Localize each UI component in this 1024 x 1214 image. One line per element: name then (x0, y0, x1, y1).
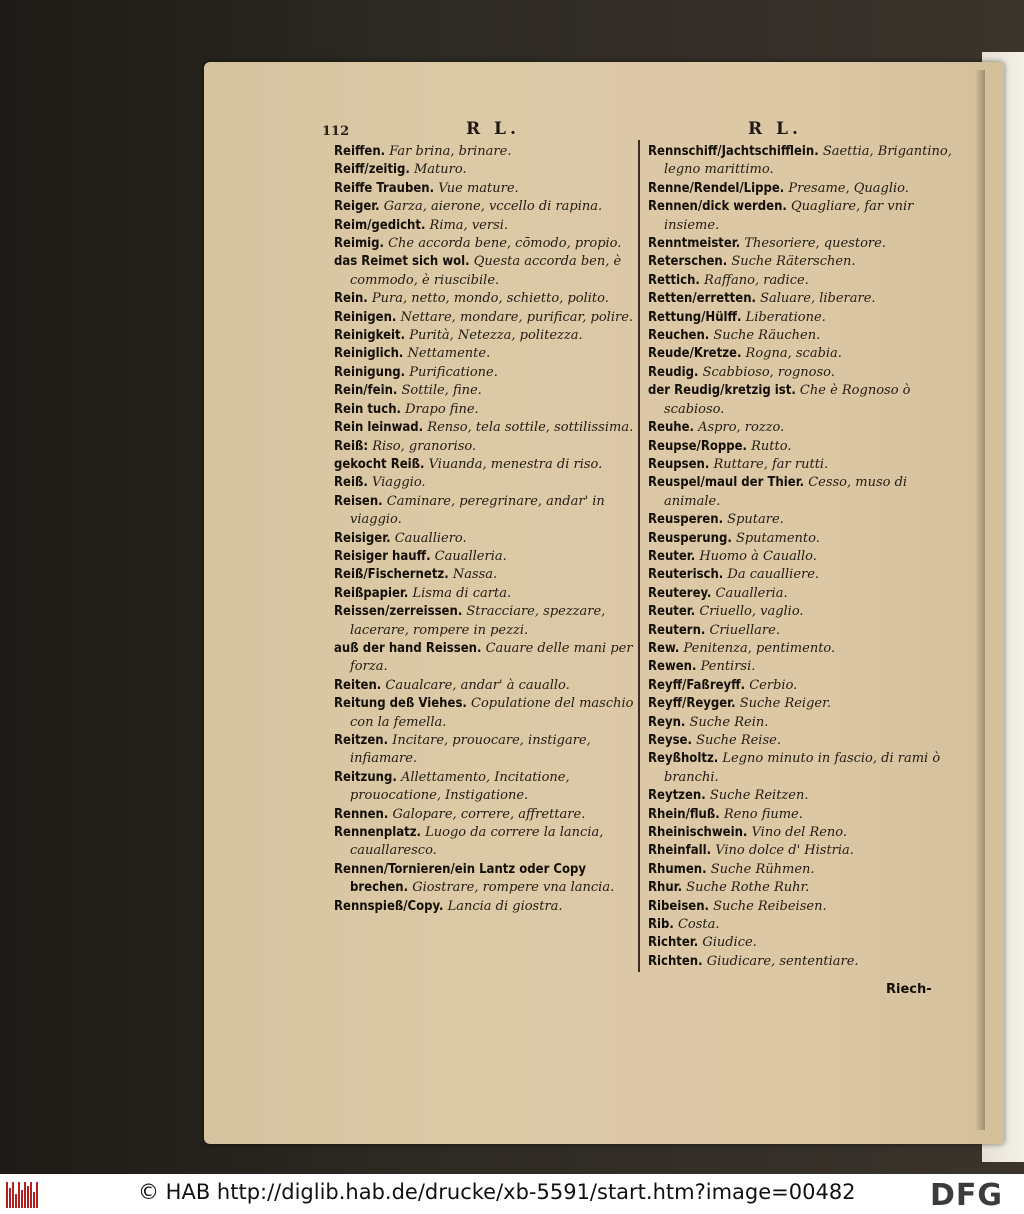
column-divider (638, 140, 640, 972)
entry-headword: Rennschiff/Jachtschifflein. (648, 144, 819, 159)
dfg-logo: DFG (930, 1178, 1004, 1213)
dictionary-entry (648, 327, 954, 345)
dictionary-entry (334, 253, 634, 290)
dictionary-entry (648, 180, 954, 198)
entry-translation: Copulatione del maschio con la femella. (350, 696, 634, 730)
dictionary-entry (648, 953, 954, 971)
dictionary-entry (334, 640, 634, 677)
entry-translation: Suche Reibeisen. (713, 898, 827, 914)
entry-headword: Reiffe Trauben. (334, 180, 435, 196)
page-number: 112 (322, 124, 350, 139)
entry-translation: Scabbioso, rognoso. (702, 364, 835, 380)
dictionary-entry (334, 732, 634, 769)
entry-translation: Aspro, rozzo. (698, 420, 785, 436)
entry-headword: Retten/erretten. (648, 291, 756, 307)
entry-translation: Giostrare, rompere vna lancia. (412, 880, 615, 896)
entry-translation: Criuello, vaglio. (699, 604, 804, 620)
entry-translation: Purità, Netezza, politezza. (409, 328, 583, 344)
entry-translation: Rima, versi. (429, 217, 509, 233)
right-column (648, 143, 954, 971)
footer-url-text[interactable]: © HAB http://diglib.hab.de/drucke/xb-5591/start.htm?image=00482 (138, 1180, 856, 1204)
hab-logo-bar (27, 1186, 29, 1208)
entry-headword: Rennenplatz. (334, 825, 421, 841)
entry-headword: Reytzen. (648, 788, 706, 804)
entry-headword: auß der hand Reissen. (334, 640, 482, 656)
entry-headword: Reiß/Fischernetz. (334, 567, 449, 583)
entry-headword: Reisen. (334, 493, 383, 509)
entry-translation: Quagliare, far vnir insieme. (664, 199, 914, 233)
entry-headword: Reinigkeit. (334, 328, 406, 344)
footer-bar (0, 1174, 1024, 1214)
entry-translation: Nassa. (452, 567, 498, 583)
dictionary-entry (648, 806, 954, 824)
entry-translation: Far brina, brinare. (389, 144, 512, 159)
hab-logo-bar (21, 1190, 23, 1208)
entry-headword: Rhumen. (648, 861, 707, 877)
dictionary-entry (334, 493, 634, 530)
running-head-right: R L. (748, 119, 802, 139)
dictionary-entry (334, 161, 634, 179)
entry-headword: Renntmeister. (648, 236, 741, 252)
entry-headword: Renne/Rendel/Lippe. (648, 180, 785, 196)
dictionary-entry (648, 861, 954, 879)
entry-headword: Richter. (648, 935, 699, 951)
entry-headword: Reuhe. (648, 420, 694, 436)
entry-translation: Suche Reise. (696, 733, 781, 748)
entry-translation: Rutto. (751, 438, 792, 454)
dictionary-entry (334, 769, 634, 806)
dictionary-entry (648, 456, 954, 474)
entry-translation: Sputare. (727, 512, 784, 528)
entry-headword: Reusperen. (648, 512, 724, 528)
entry-translation: Cesso, muso di animale. (664, 475, 908, 509)
entry-translation: Riso, granoriso. (372, 438, 477, 454)
dictionary-entry (648, 143, 954, 180)
entry-headword: Reutern. (648, 622, 706, 638)
dictionary-entry (334, 861, 634, 898)
hab-logo-bar (6, 1182, 8, 1208)
dictionary-entry (648, 916, 954, 934)
dictionary-entry (334, 290, 634, 308)
dictionary-entry (648, 732, 954, 750)
entry-translation: Da caualliere. (727, 567, 820, 583)
dictionary-entry (648, 622, 954, 640)
page-gutter-shadow (975, 70, 985, 1130)
entry-headword: Rennen/Tornieren/ein Lantz oder Copy brechen. (334, 861, 587, 896)
dictionary-entry (334, 806, 634, 824)
dictionary-entry (648, 879, 954, 897)
entry-translation: Maturo. (414, 162, 467, 178)
entry-translation: Huomo à Cauallo. (699, 548, 817, 564)
entry-translation: Thesoriere, questore. (744, 236, 886, 252)
dictionary-entry (648, 934, 954, 952)
entry-headword: Ribeisen. (648, 898, 709, 914)
dictionary-entry (648, 438, 954, 456)
dictionary-entry (648, 714, 954, 732)
entry-translation: Vino dolce d' Histria. (715, 843, 854, 859)
entry-headword: Rib. (648, 917, 674, 933)
dictionary-entry (648, 474, 954, 511)
entry-translation: Saluare, liberare. (760, 291, 876, 307)
entry-headword: Reyse. (648, 733, 692, 748)
hab-logo-bar (30, 1182, 32, 1208)
entry-headword: Reimig. (334, 236, 384, 252)
entry-translation: Nettare, mondare, purificar, polire. (400, 309, 634, 325)
entry-headword: Reitzung. (334, 769, 397, 785)
hab-logo-bar (9, 1188, 11, 1208)
entry-headword: der Reudig/kretzig ist. (648, 383, 796, 399)
dictionary-entry (648, 345, 954, 363)
entry-translation: Renso, tela sottile, sottilissima. (427, 420, 634, 436)
entry-translation: Suche Reitzen. (709, 788, 809, 804)
dictionary-entry (334, 456, 634, 474)
entry-headword: Reupsen. (648, 456, 710, 472)
entry-headword: Reudig. (648, 364, 699, 380)
entry-headword: Rew. (648, 640, 680, 656)
hab-logo-bar (12, 1182, 14, 1208)
entry-translation: Presame, Quaglio. (788, 180, 909, 196)
entry-translation: Costa. (677, 917, 720, 933)
entry-translation: Suche Reiger. (739, 696, 832, 712)
hab-logo-bar (24, 1182, 26, 1208)
dictionary-entry (334, 309, 634, 327)
dictionary-entry (334, 180, 634, 198)
entry-headword: Rheinischwein. (648, 825, 748, 841)
entry-headword: Rennspieß/Copy. (334, 898, 444, 914)
dictionary-entry (648, 530, 954, 548)
dictionary-entry (334, 143, 634, 161)
entry-translation: Lisma di carta. (412, 585, 512, 601)
dictionary-entry (648, 695, 954, 713)
entry-headword: Reisiger hauff. (334, 548, 431, 564)
entry-headword: Reiß: (334, 438, 369, 454)
dictionary-entry (334, 198, 634, 216)
dictionary-entry (648, 658, 954, 676)
entry-translation: Purificatione. (409, 364, 498, 380)
entry-headword: Rettich. (648, 272, 700, 288)
entry-headword: Reitung deß Viehes. (334, 696, 467, 712)
dictionary-entry (648, 548, 954, 566)
dictionary-entry (334, 695, 634, 732)
entry-headword: Reissen/zerreissen. (334, 604, 463, 620)
entry-translation: Vino del Reno. (751, 825, 848, 841)
dictionary-entry (334, 474, 634, 492)
entry-translation: Galopare, correre, affrettare. (392, 806, 586, 822)
entry-headword: Reyn. (648, 714, 686, 730)
entry-headword: Reyff/Reyger. (648, 696, 736, 712)
entry-headword: Rennen. (334, 806, 389, 822)
entry-headword: Reupse/Roppe. (648, 438, 747, 454)
entry-headword: Reiß. (334, 475, 368, 491)
dictionary-entry (648, 235, 954, 253)
dictionary-entry (648, 419, 954, 437)
entry-translation: Luogo da correre la lancia, cauallaresco. (350, 825, 604, 859)
entry-translation: Questa accorda ben, è commodo, è riuscibile. (350, 254, 622, 288)
dictionary-entry (648, 824, 954, 842)
entry-headword: Reuchen. (648, 328, 710, 344)
entry-translation: Stracciare, spezzare, lacerare, rompere in pezzi. (350, 604, 606, 638)
dictionary-entry (334, 566, 634, 584)
dictionary-entry (334, 898, 634, 916)
entry-headword: Reiten. (334, 677, 382, 693)
entry-headword: Reuterisch. (648, 567, 724, 583)
dictionary-entry (648, 842, 954, 860)
entry-headword: Rhur. (648, 880, 683, 896)
dictionary-entry (334, 438, 634, 456)
dictionary-entry (648, 198, 954, 235)
entry-translation: Cerbio. (749, 677, 798, 693)
entry-translation: Suche Rothe Ruhr. (686, 880, 810, 896)
entry-headword: Rheinfall. (648, 843, 712, 859)
dictionary-entry (334, 824, 634, 861)
entry-translation: Allettamento, Incitatione, prouocatione, Instigatione. (350, 769, 570, 804)
entry-translation: Caualleria. (715, 585, 788, 601)
entry-headword: Reude/Kretze. (648, 346, 742, 362)
dictionary-entry (648, 272, 954, 290)
entry-translation: Sputamento. (735, 530, 820, 546)
entry-translation: Pentirsi. (700, 659, 756, 675)
entry-headword: Rein/fein. (334, 383, 398, 399)
entry-translation: Suche Räuchen. (713, 328, 821, 344)
dictionary-entry (334, 235, 634, 253)
entry-headword: Rewen. (648, 659, 697, 675)
entry-translation: Drapo fine. (405, 401, 479, 417)
dictionary-entry (334, 419, 634, 437)
dictionary-entry (648, 640, 954, 658)
left-column (334, 143, 634, 916)
hab-logo-bar (15, 1194, 17, 1208)
entry-translation: Viuanda, menestra di riso. (428, 456, 603, 472)
dictionary-entry (648, 253, 954, 271)
entry-translation: Pura, netto, mondo, schietto, polito. (371, 291, 609, 307)
dictionary-entry (648, 511, 954, 529)
entry-translation: Cauare delle mani per forza. (350, 640, 633, 675)
dictionary-entry (648, 566, 954, 584)
entry-headword: Rennen/dick werden. (648, 199, 787, 215)
dictionary-entry (334, 401, 634, 419)
entry-translation: Ruttare, far rutti. (713, 456, 829, 472)
dictionary-entry (334, 530, 634, 548)
entry-translation: Caualliero. (394, 530, 467, 546)
entry-headword: Reiniglich. (334, 346, 404, 362)
dictionary-entry (334, 327, 634, 345)
dictionary-entry (648, 290, 954, 308)
entry-headword: Rein tuch. (334, 401, 401, 417)
dictionary-entry (648, 585, 954, 603)
entry-headword: Rein leinwad. (334, 420, 424, 436)
dictionary-entry (334, 217, 634, 235)
entry-headword: Reusperung. (648, 530, 732, 546)
entry-headword: Reuter. (648, 604, 696, 620)
hab-logo-bar (18, 1182, 20, 1208)
entry-translation: Caminare, peregrinare, andar' in viaggio. (350, 493, 605, 528)
hab-logo-icon (6, 1182, 40, 1208)
entry-translation: Suche Räterschen. (731, 254, 856, 270)
entry-translation: Sottile, fine. (401, 383, 482, 399)
entry-headword: Rettung/Hülff. (648, 309, 742, 325)
entry-translation: Reno fiume. (723, 806, 803, 822)
dictionary-entry (648, 677, 954, 695)
entry-headword: Reinigen. (334, 309, 397, 325)
dictionary-entry (334, 585, 634, 603)
entry-translation: Caualleria. (434, 548, 507, 564)
entry-headword: Reyßholtz. (648, 751, 719, 767)
entry-headword: das Reimet sich wol. (334, 254, 470, 270)
dictionary-entry (334, 364, 634, 382)
hab-logo-bar (36, 1182, 38, 1208)
entry-translation: Che accorda bene, cōmodo, propio. (388, 236, 622, 252)
entry-headword: gekocht Reiß. (334, 456, 425, 472)
entry-headword: Reiff/zeitig. (334, 162, 410, 178)
entry-translation: Garza, aierone, vccello di rapina. (383, 199, 603, 215)
entry-headword: Reterschen. (648, 254, 728, 270)
entry-headword: Reuter. (648, 548, 696, 564)
entry-translation: Criuellare. (709, 622, 780, 638)
entry-headword: Reuspel/maul der Thier. (648, 475, 805, 491)
entry-translation: Caualcare, andar' à cauallo. (385, 677, 570, 693)
entry-translation: Legno minuto in fascio, di rami ò branchi. (664, 751, 941, 785)
entry-headword: Reisiger. (334, 530, 391, 546)
entry-headword: Reyff/Faßreyff. (648, 677, 746, 693)
dictionary-entry (334, 548, 634, 566)
entry-translation: Raffano, radice. (703, 272, 809, 288)
entry-headword: Reißpapier. (334, 585, 409, 601)
entry-headword: Rhein/fluß. (648, 806, 720, 822)
dictionary-entry (648, 364, 954, 382)
entry-headword: Rein. (334, 291, 368, 307)
entry-translation: Nettamente. (407, 346, 491, 362)
entry-headword: Reiger. (334, 199, 380, 215)
entry-translation: Penitenza, pentimento. (683, 640, 836, 656)
dictionary-entry (648, 309, 954, 327)
entry-translation: Incitare, prouocare, instigare, infiamare. (350, 733, 591, 767)
entry-translation: Suche Rühmen. (710, 861, 815, 877)
dictionary-entry (334, 345, 634, 363)
entry-translation: Giudice. (702, 935, 757, 951)
dictionary-entry (334, 603, 634, 640)
entry-headword: Reim/gedicht. (334, 217, 426, 233)
dictionary-entry (648, 898, 954, 916)
entry-headword: Richten. (648, 953, 703, 969)
entry-translation: Che è Rognoso ò scabioso. (664, 383, 911, 417)
dictionary-entry (334, 382, 634, 400)
entry-translation: Vue mature. (438, 180, 519, 196)
entry-translation: Liberatione. (745, 309, 826, 325)
hab-logo-bar (33, 1192, 35, 1208)
entry-headword: Reinigung. (334, 364, 406, 380)
entry-translation: Giudicare, sententiare. (706, 953, 859, 969)
running-head-left: R L. (466, 119, 520, 139)
entry-headword: Reitzen. (334, 733, 389, 748)
entry-translation: Suche Rein. (689, 714, 769, 730)
dictionary-entry (648, 750, 954, 787)
entry-translation: Rogna, scabia. (745, 346, 842, 362)
catchword: Riech- (886, 982, 932, 997)
entry-translation: Lancia di giostra. (447, 898, 563, 914)
entry-headword: Reuterey. (648, 585, 712, 601)
entry-translation: Saettia, Brigantino, legno marittimo. (664, 144, 952, 178)
dictionary-entry (334, 677, 634, 695)
entry-translation: Viaggio. (371, 475, 426, 491)
dictionary-entry (648, 603, 954, 621)
entry-headword: Reiffen. (334, 144, 386, 159)
dictionary-entry (648, 787, 954, 805)
dictionary-entry (648, 382, 954, 419)
